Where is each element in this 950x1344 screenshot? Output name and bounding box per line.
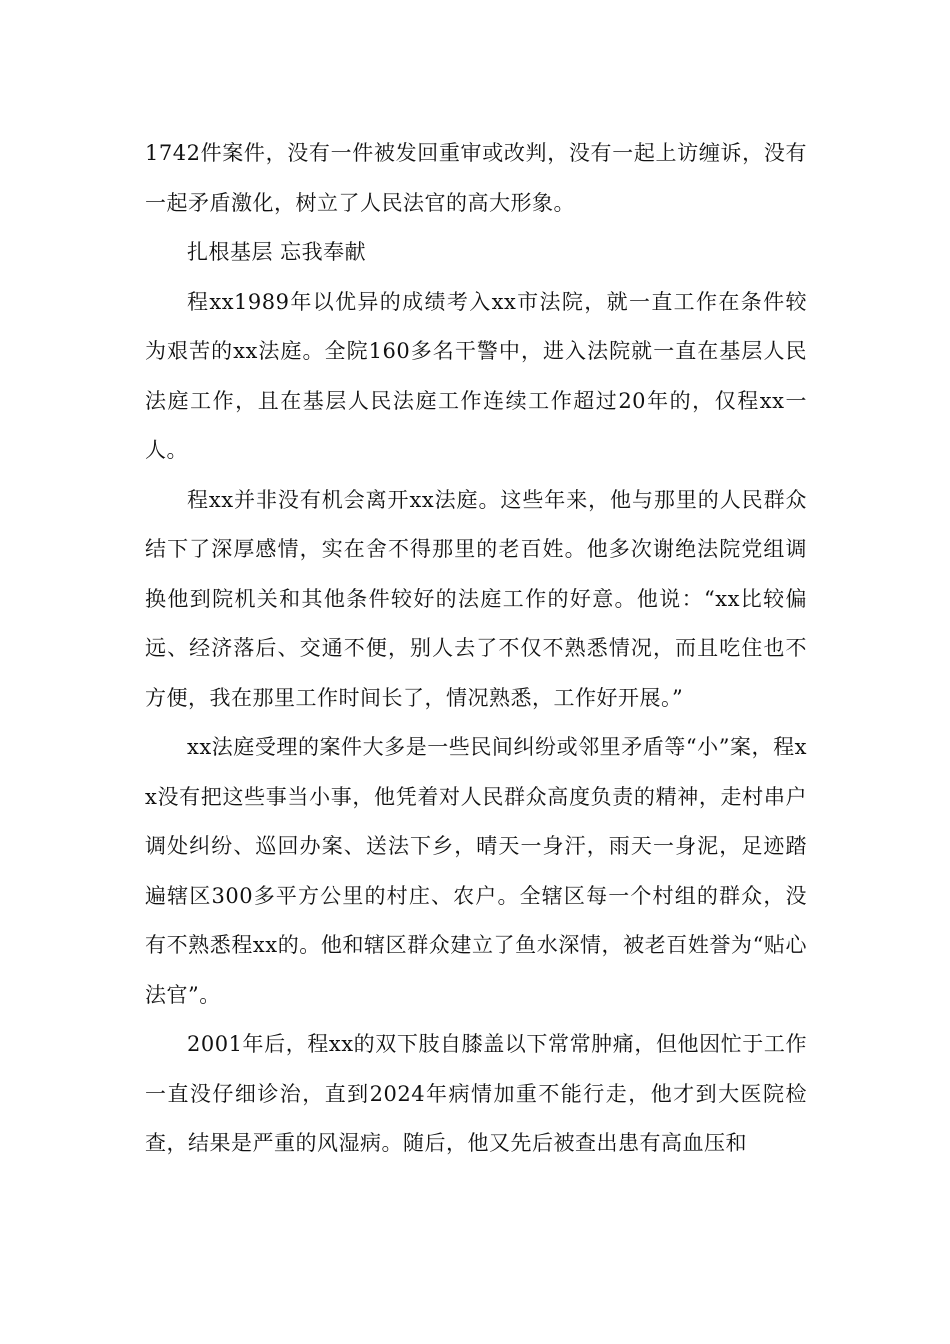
paragraph-illness: 2001年后，程xx的双下肢自膝盖以下常常肿痛，但他因忙于工作一直没仔细诊治，直到2024年病情加重不能行走，他才到大医院检查，结果是严重的风湿病。随后，他又先后被查出患有高血压和 [145,1032,807,1155]
paragraph-case-record: 1742件案件，没有一件被发回重审或改判，没有一起上访缠诉，没有一起矛盾激化，树立了人民法官的高大形象。 [145,141,807,215]
section-heading: 扎根基层 忘我奉献 [187,240,367,264]
document-body [145,129,807,1169]
paragraph-small-cases: xx法庭受理的案件大多是一些民间纠纷或邻里矛盾等“小”案，程xx没有把这些事当小事，他凭着对人民群众高度负责的精神，走村串户调处纠纷、巡回办案、送法下乡，晴天一身汗，雨天一身泥，足迹踏遍辖区300多平方公里的村庄、农户。全辖区每一个村组的群众，没有不熟悉程xx的。他和辖区群众建立了鱼水深情，被老百姓誉为“贴心法官”。 [145,735,807,1007]
paragraph-career: 程xx1989年以优异的成绩考入xx市法院，就一直工作在条件较为艰苦的xx法庭。全院160多名干警中，进入法院就一直在基层人民法庭工作，且在基层人民法庭工作连续工作超过20年的，仅程xx一人。 [145,289,807,462]
paragraph-staying: 程xx并非没有机会离开xx法庭。这些年来，他与那里的人民群众结下了深厚感情，实在舍不得那里的老百姓。他多次谢绝法院党组调换他到院机关和其他条件较好的法庭工作的好意。他说：“xx比较偏远、经济落后、交通不便，别人去了不仅不熟悉情况，而且吃住也不方便，我在那里工作时间长了，情况熟悉，工作好开展。” [145,487,807,710]
